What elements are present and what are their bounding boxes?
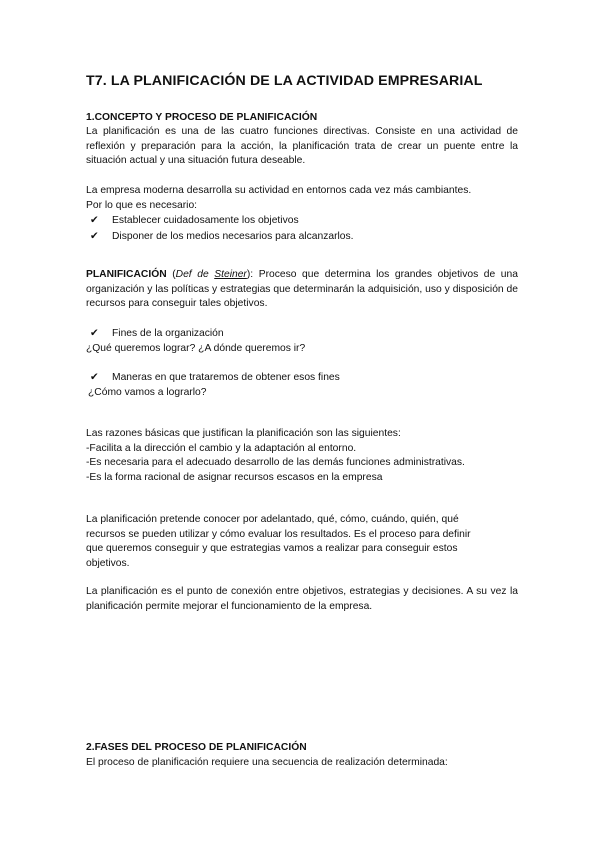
page-title: T7. LA PLANIFICACIÓN DE LA ACTIVIDAD EMPRESARIAL (86, 73, 483, 89)
section1-intro-paragraph: La planificación es una de las cuatro funciones directivas. Consiste en una actividad de reflexión y preparación para la acción, la planificación trata de crear un puente entre la situación actual y una situación futura deseable. (86, 126, 518, 167)
connection-paragraph: La planificación es el punto de conexión entre objetivos, estrategias y decisiones. A su vez la planificación permite mejorar el funcionamiento de la empresa. (86, 586, 518, 612)
reason-item: -Facilita a la dirección el cambio y la adaptación al entorno. (86, 442, 357, 454)
needs-list-item: ✔ Establecer cuidadosamente los objetivos (90, 214, 299, 227)
reason-item: -Es la forma racional de asignar recursos escasos en la empresa (86, 471, 383, 483)
definition-paragraph: PLANIFICACIÓN (Def de Steiner): Proceso que determina los grandes objetivos de una organización y las políticas y estrategias que determinarán la adquisición, uso y disposición de recursos para conseguir tales objetivos. (86, 269, 518, 310)
reason-item: -Es necesaria para el adecuado desarrollo de las demás funciones administrativas. (86, 457, 465, 469)
necessity-line: Por lo que es necesario: (86, 199, 198, 211)
goals-list-item: ✔ Fines de la organización (90, 327, 224, 339)
definition-text: Proceso que determina los grandes objetivos de una organización y las políticas y estrategias que determinarán la adquisición, uso y disposición de recursos para conseguir tales objetivos. (86, 269, 518, 310)
section1-heading: 1.CONCEPTO Y PROCESO DE PLANIFICACIÓN (86, 112, 318, 123)
environment-line: La empresa moderna desarrolla su actividad en entornos cada vez más cambiantes. (86, 185, 472, 196)
environment-paragraph (86, 184, 518, 244)
reasons-block (86, 427, 518, 485)
checkmark-icon: ✔ (90, 214, 99, 227)
section2-heading: 2.FASES DEL PROCESO DE PLANIFICACIÓN (86, 742, 307, 753)
means-question: ¿Cómo vamos a lograrlo? (88, 386, 207, 398)
definition-label: Def de (175, 269, 215, 280)
goals-block (86, 326, 518, 356)
checkmark-icon: ✔ (90, 327, 99, 339)
checkmark-icon: ✔ (90, 229, 99, 242)
definition-term: PLANIFICACIÓN (86, 269, 167, 280)
checkmark-icon: ✔ (90, 371, 99, 383)
goals-question: ¿Qué queremos lograr? ¿A dónde queremos ir? (86, 342, 306, 354)
means-list-item: ✔ Maneras en que trataremos de obtener esos fines (90, 371, 340, 383)
reasons-intro: Las razones básicas que justifican la planificación son las siguientes: (86, 428, 401, 439)
pretends-paragraph: La planificación pretende conocer por adelantado, qué, cómo, cuándo, quién, qué recursos se pueden utilizar y cómo evaluar los resultados. Es el proceso para definir que queremos conseguir y que estrategias vamos a realizar para conseguir estos objetivos. (86, 514, 471, 569)
means-block (86, 370, 518, 400)
needs-list-item: ✔ Disponer de los medios necesarios para alcanzarlos. (90, 229, 354, 242)
section2-intro: El proceso de planificación requiere una secuencia de realización determinada: (86, 757, 448, 768)
definition-author: Steiner (214, 269, 247, 280)
